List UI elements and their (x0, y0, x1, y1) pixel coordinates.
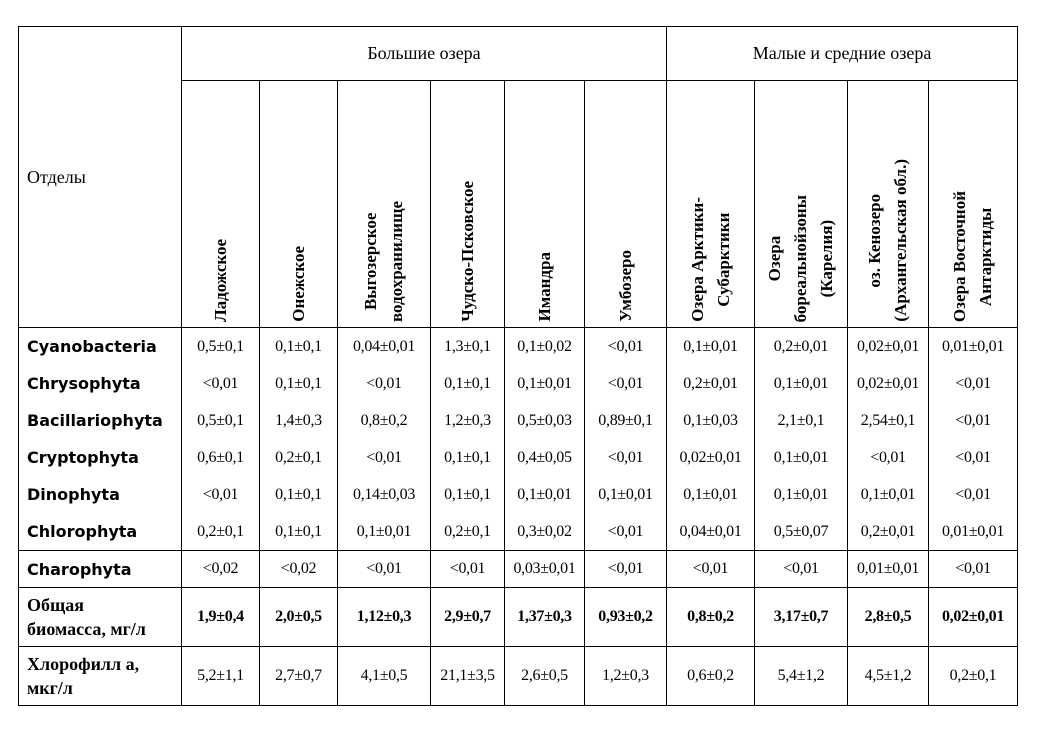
table-cell: 0,5±0,1 (182, 402, 260, 439)
table-cell: 0,2±0,1 (431, 513, 505, 551)
table-cell: 0,1±0,01 (505, 476, 585, 513)
table-cell: 0,01±0,01 (848, 551, 929, 588)
table-cell: 0,89±0,1 (585, 402, 667, 439)
table-cell: 0,02±0,01 (848, 328, 929, 366)
column-header (260, 81, 338, 328)
table-cell: 2,1±0,1 (755, 402, 848, 439)
table-row (19, 365, 1018, 402)
row-label: Хлорофилл а, мкг/л (19, 647, 182, 706)
table-cell: 1,12±0,3 (338, 588, 431, 647)
table-cell: 0,04±0,01 (338, 328, 431, 366)
table-cell: 1,2±0,3 (585, 647, 667, 706)
table-cell: 0,2±0,01 (667, 365, 755, 402)
row-label: Charophyta (19, 551, 182, 588)
column-header-label: Озера Восточной Антарктиды (950, 190, 996, 322)
table-row (19, 439, 1018, 476)
table-cell: 0,2±0,01 (755, 328, 848, 366)
table-cell: 0,8±0,2 (338, 402, 431, 439)
table-cell: <0,01 (585, 439, 667, 476)
column-header-label: Озера бореальнойзоны (Карелия) (765, 194, 836, 322)
table-cell: 0,1±0,1 (260, 328, 338, 366)
column-header-label: Чудско-Псковское (457, 181, 477, 322)
table-cell: <0,01 (182, 365, 260, 402)
table-cell: 0,1±0,01 (848, 476, 929, 513)
table-cell: <0,01 (585, 551, 667, 588)
table-row-charophyta (19, 551, 1018, 588)
table-cell: 1,4±0,3 (260, 402, 338, 439)
table-row-total-biomass (19, 588, 1018, 647)
table-row (19, 328, 1018, 366)
table-cell: 4,1±0,5 (338, 647, 431, 706)
column-header-label: Умбозеро (615, 250, 635, 322)
table-cell: 0,14±0,03 (338, 476, 431, 513)
table-cell: 2,9±0,7 (431, 588, 505, 647)
column-header (431, 81, 505, 328)
phytoplankton-biomass-table (18, 26, 1018, 706)
table-cell: 2,8±0,5 (848, 588, 929, 647)
column-header (755, 81, 848, 328)
table-cell: 2,7±0,7 (260, 647, 338, 706)
table-cell: 3,17±0,7 (755, 588, 848, 647)
table-cell: 21,1±3,5 (431, 647, 505, 706)
table-cell: 0,5±0,07 (755, 513, 848, 551)
table-cell: 0,1±0,01 (505, 365, 585, 402)
table-cell: <0,01 (338, 439, 431, 476)
table-cell: 0,1±0,1 (260, 365, 338, 402)
row-label: Dinophyta (19, 476, 182, 513)
table-cell: <0,01 (929, 365, 1018, 402)
table-cell: 2,6±0,5 (505, 647, 585, 706)
table-cell: 0,2±0,01 (848, 513, 929, 551)
table-cell: 0,1±0,1 (260, 513, 338, 551)
table-cell: 0,93±0,2 (585, 588, 667, 647)
table-cell: 0,2±0,1 (182, 513, 260, 551)
table-cell: 0,01±0,01 (929, 328, 1018, 366)
table-cell: 0,1±0,01 (755, 476, 848, 513)
table-cell: <0,01 (338, 551, 431, 588)
table-cell: <0,01 (667, 551, 755, 588)
corner-header: Отделы (19, 27, 182, 328)
table-cell: 0,1±0,02 (505, 328, 585, 366)
table-cell: 0,02±0,01 (929, 588, 1018, 647)
column-header (585, 81, 667, 328)
table-cell: 0,1±0,01 (755, 365, 848, 402)
table-cell: 0,1±0,1 (431, 365, 505, 402)
table-cell: 0,1±0,01 (667, 328, 755, 366)
table-cell: 0,1±0,01 (755, 439, 848, 476)
table-cell: 0,1±0,1 (260, 476, 338, 513)
table-cell: <0,01 (755, 551, 848, 588)
table-cell: <0,01 (929, 476, 1018, 513)
table-cell: 0,6±0,1 (182, 439, 260, 476)
column-header-label: Имандра (534, 252, 554, 322)
table-cell: <0,01 (848, 439, 929, 476)
table-row-chlorophyll (19, 647, 1018, 706)
table-cell: <0,01 (182, 476, 260, 513)
table-cell: 0,03±0,01 (505, 551, 585, 588)
table-cell: <0,01 (929, 402, 1018, 439)
table-cell: 0,01±0,01 (929, 513, 1018, 551)
table-cell: <0,02 (260, 551, 338, 588)
table-cell: <0,01 (929, 551, 1018, 588)
table-cell: 0,3±0,02 (505, 513, 585, 551)
table-cell: 0,1±0,01 (338, 513, 431, 551)
table-cell: 1,9±0,4 (182, 588, 260, 647)
table-row (19, 402, 1018, 439)
column-header-label: Выгозерское водохранилище (361, 200, 406, 322)
table-cell: 5,4±1,2 (755, 647, 848, 706)
column-header (182, 81, 260, 328)
table-cell: 0,6±0,2 (667, 647, 755, 706)
table-cell: 0,2±0,1 (260, 439, 338, 476)
table-cell: 2,54±0,1 (848, 402, 929, 439)
table-cell: 0,1±0,01 (585, 476, 667, 513)
table-cell: 1,2±0,3 (431, 402, 505, 439)
column-header (667, 81, 755, 328)
table-cell: 0,1±0,03 (667, 402, 755, 439)
table-cell: 0,2±0,1 (929, 647, 1018, 706)
column-header (929, 81, 1018, 328)
column-header-label: Онежское (288, 246, 308, 322)
column-header-label: Озера Арктики- Субарктики (687, 197, 733, 322)
group-header-large-lakes: Большие озера (182, 27, 667, 81)
table-cell: <0,01 (431, 551, 505, 588)
row-label: Cyanobacteria (19, 328, 182, 366)
table-cell: <0,02 (182, 551, 260, 588)
table-cell: 0,02±0,01 (848, 365, 929, 402)
table-cell: 1,3±0,1 (431, 328, 505, 366)
table-cell: 0,8±0,2 (667, 588, 755, 647)
row-label: Общая биомасса, мг/л (19, 588, 182, 647)
table-cell: <0,01 (585, 328, 667, 366)
column-header (338, 81, 431, 328)
table-cell: 0,04±0,01 (667, 513, 755, 551)
table-cell: 2,0±0,5 (260, 588, 338, 647)
table-cell: 4,5±1,2 (848, 647, 929, 706)
column-header-label: Ладожское (210, 238, 230, 322)
row-label: Cryptophyta (19, 439, 182, 476)
table-row (19, 513, 1018, 551)
table-cell: 0,5±0,1 (182, 328, 260, 366)
row-label: Chrysophyta (19, 365, 182, 402)
column-header (505, 81, 585, 328)
table-cell: 0,1±0,1 (431, 476, 505, 513)
table-cell: 0,5±0,03 (505, 402, 585, 439)
table-cell: 0,02±0,01 (667, 439, 755, 476)
table-cell: <0,01 (338, 365, 431, 402)
table-row (19, 476, 1018, 513)
table-cell: <0,01 (585, 365, 667, 402)
table-cell: 5,2±1,1 (182, 647, 260, 706)
table-cell: 0,1±0,01 (667, 476, 755, 513)
table-cell: <0,01 (929, 439, 1018, 476)
column-header-label: оз. Кенозеро (Архангельская обл.) (865, 159, 910, 322)
row-label: Bacillariophyta (19, 402, 182, 439)
column-header (848, 81, 929, 328)
row-label: Chlorophyta (19, 513, 182, 551)
table-cell: <0,01 (585, 513, 667, 551)
table-cell: 1,37±0,3 (505, 588, 585, 647)
table-cell: 0,1±0,1 (431, 439, 505, 476)
table-cell: 0,4±0,05 (505, 439, 585, 476)
group-header-small-lakes: Малые и средние озера (667, 27, 1018, 81)
